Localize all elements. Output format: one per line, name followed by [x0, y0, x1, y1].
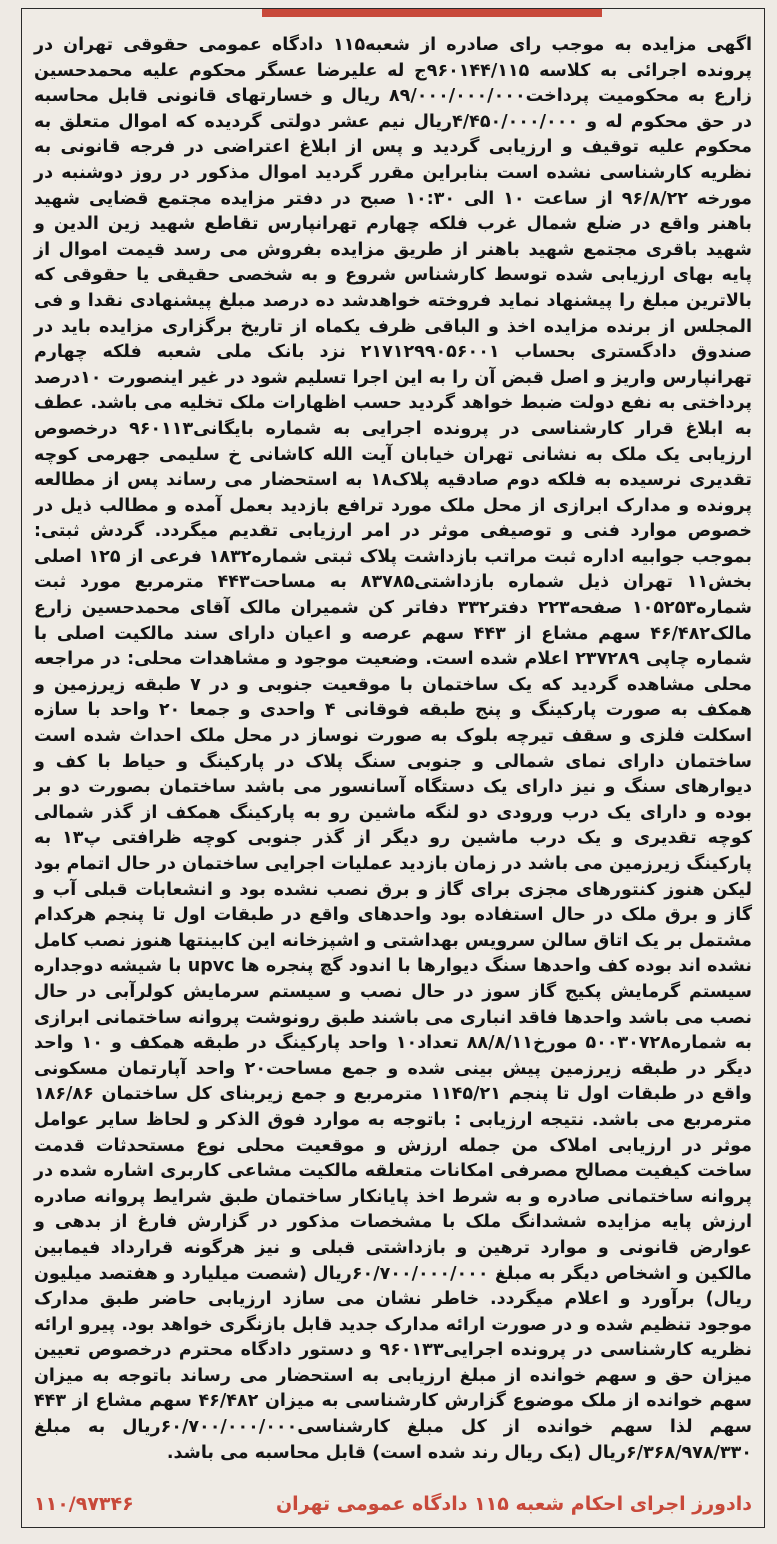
notice-body: اگهی مزایده به موجب رای صادره از شعبه۱۱۵ دادگاه عمومی حقوقی تهران در پرونده اجرائی به کلاسه ۹۶۰۱۴۴/۱۱۵ج له علیرضا عسگر محکوم علیه محمدحسین زارع به محکومیت پرداخت۸۹/۰۰۰/۰۰۰/۰۰۰ ریال و خسارتهای قانونی قابل محاسبه در حق محکوم له و ۴/۴۵۰/۰۰۰/۰۰۰ریال نیم عشر دولتی گردیده که اموال متعلق به محکوم علیه توقیف و ارزیابی گردید و پس از ابلاغ اعتراضی در فرجه قانونی به نظریه کارشناسی نشده است بنابراین مقرر گردید اموال مذکور در روز دوشنبه در مورخه ۹۶/۸/۲۲ از ساعت ۱۰ الی ۱۰:۳۰ صبح در دفتر مزایده مجتمع قضایی شهید باهنر واقع در ضلع شمال غرب فلکه چهارم تهرانپارس تقاطع شهید زین الدین و شهید باقری مجتمع شهید باهنر از طریق مزایده بفروش می رسد قیمت اموال از پایه بهای ارزیابی شده توسط کارشناس شروع و به شخصی حقیقی یا حقوقی که بالاترین مبلغ را پیشنهاد نماید فروخته خواهدشد ده درصد مبلغ پیشنهادی نقدا و فی المجلس از برنده مزایده اخذ و الباقی ظرف یکماه از تاریخ برگزاری مزایده باید در صندوق دادگستری بحساب ۲۱۷۱۲۹۹۰۵۶۰۰۱ نزد بانک ملی شعبه فلکه چهارم تهرانپارس واریز و اصل قبض آن را به این اجرا تسلیم شود در غیر اینصورت ۱۰درصد پرداختی به نفع دولت ضبط خواهد گردید حسب اظهارات ملک تخلیه می باشد. عطف به ابلاغ قرار کارشناسی در پرونده اجرایی به شماره بایگانی۹۶۰۱۱۳ درخصوص ارزیابی یک ملک به نشانی تهران خیابان آیت الله کاشانی خ سلیمی جهرمی کوچه تقدیری نرسیده به فلکه دوم صادقیه پلاک۱۸ به استحضار می رساند پس از مطالعه پرونده و مدارک ابرازی از محل ملک مورد ترافع بازدید بعمل آمده و مطالب ذیل در خصوص موارد فنی و توصیفی موثر در امر ارزیابی تقدیم میگردد. گردش ثبتی: بموجب جوابیه اداره ثبت مراتب بازداشت پلاک ثبتی شماره۱۸۳۲ فرعی از ۱۲۵ اصلی بخش۱۱ تهران ذیل شماره بازداشتی۸۳۷۸۵ به مساحت۴۴۳ مترمربع مورد ثبت شماره۱۰۵۲۵۳ صفحه۲۲۳ دفتر۳۳۲ دفاتر کن شمیران مالک آقای محمدحسین زارع مالک۴۶/۴۸۲ سهم مشاع از ۴۴۳ سهم عرصه و اعیان دارای سند مالکیت اصلی با شماره چاپی ۲۳۷۲۸۹ اعلام شده است. وضعیت موجود و مشاهدات محلی: در مراجعه محلی مشاهده گردید که یک ساختمان با موقعیت جنوبی و در ۷ طبقه زیرزمین و همکف به صورت پارکینگ و پنج طبقه فوقانی ۴ واحدی و جمعا ۲۰ واحد با سازه اسکلت فلزی و سقف تیرچه بلوک به صورت نوساز در محل ملک احداث شده است ساختمان دارای نمای شمالی و جنوبی سنگ پلاک در پارکینگ و حیاط با کف و دیوارهای سنگ و نیز دارای یک دستگاه آسانسور می باشد ساختمان بصورت دو بر بوده و دارای یک درب ورودی دو لنگه ماشین رو به پارکینگ همکف از گذر شمالی کوچه تقدیری و یک درب ماشین رو دیگر از گذر جنوبی کوچه ظرافتی پ۱۳ به پارکینگ زیرزمین می باشد در زمان بازدید عملیات اجرایی ساختمان در حال اتمام بود لیکن هنوز کنتورهای مجزی برای گاز و برق نصب نشده بود و انشعابات قبلی آب و گاز و برق ملک در حال استفاده بود واحدهای واقع در طبقات اول تا پنجم هرکدام مشتمل بر یک اتاق سالن سرویس بهداشتی و اشپزخانه این کابینتها هنوز نصب کامل نشده اند بوده کف واحدها سنگ دیوارها با اندود گچ پنجره ها upvc با شیشه دوجداره سیستم گرمایش پکیج گاز سوز در حال نصب و سیستم سرمایش کولرآبی در حال نصب می باشد واحدها فاقد انباری می باشند طبق رونوشت پروانه ساختمانی ابرازی به شماره۵۰۰۳۰۷۲۸ مورخ۸۸/۸/۱۱ تعداد۱۰ واحد پارکینگ در طبقه همکف و ۱۰ واحد دیگر در طبقه زیرزمین پیش بینی شده و جمع مساحت۲۰ واحد آپارتمان مسکونی واقع در طبقات اول تا پنجم ۱۱۴۵/۲۱ مترمربع و جمع زیربنای کل ساختمان ۱۸۶/۸۶ مترمربع می باشد. نتیجه ارزیابی : باتوجه به موارد فوق الذکر و لحاظ سایر عوامل موثر در ارزیابی املاک من جمله ارزش و موقعیت محلی نوع مستحدثات قدمت ساخت کیفیت مصالح مصرفی امکانات متعلقه مالکیت مشاعی کاربری اشاره شده در پروانه ساختمانی صادره و به شرط اخذ پایانکار ساختمان طبق شرایط پروانه صادره ارزش پایه مزایده ششدانگ ملک با مشخصات مذکور در گزارش فارغ از بدهی و عوارض قانونی و موارد ترهین و بازداشتی قبلی و نیز هرگونه قرارداد فیمابین مالکین و اشخاص دیگر به مبلغ ۶۰/۷۰۰/۰۰۰/۰۰۰ریال (شصت میلیارد و هفتصد میلیون ریال) برآورد و اعلام میگردد. خاطر نشان می سازد ارزیابی حاضر طبق مدارک موجود تنظیم شده و در صورت ارائه مدارک جدید قابل بازنگری خواهد بود. پیرو ارائه نظریه کارشناسی در پرونده اجرایی۹۶۰۱۳۳ و دستور دادگاه محترم درخصوص تعیین میزان حق و سهم خوانده از مبلغ ارزیابی به استحضار می رساند باتوجه به میزان سهم خوانده از ملک موضوع گزارش کارشناسی به میزان ۴۶/۴۸۲ سهم مشاع از ۴۴۳ سهم لذا سهم خوانده از کل مبلغ کارشناسی۶۰/۷۰۰/۰۰۰/۰۰۰ریال به مبلغ ۶/۳۶۸/۹۷۸/۳۳۰ریال (یک ریال رند شده است) قابل محاسبه می باشد.	[34, 35, 753, 1463]
notice-footer	[34, 1489, 752, 1519]
notice-code: ۱۱۰/۹۷۳۴۶	[34, 1493, 134, 1515]
top-accent-bar	[262, 9, 602, 17]
issuer-signature: دادورز اجرای احکام شعبه ۱۱۵ دادگاه عمومی تهران	[275, 1493, 752, 1515]
notice-frame	[21, 8, 765, 1528]
